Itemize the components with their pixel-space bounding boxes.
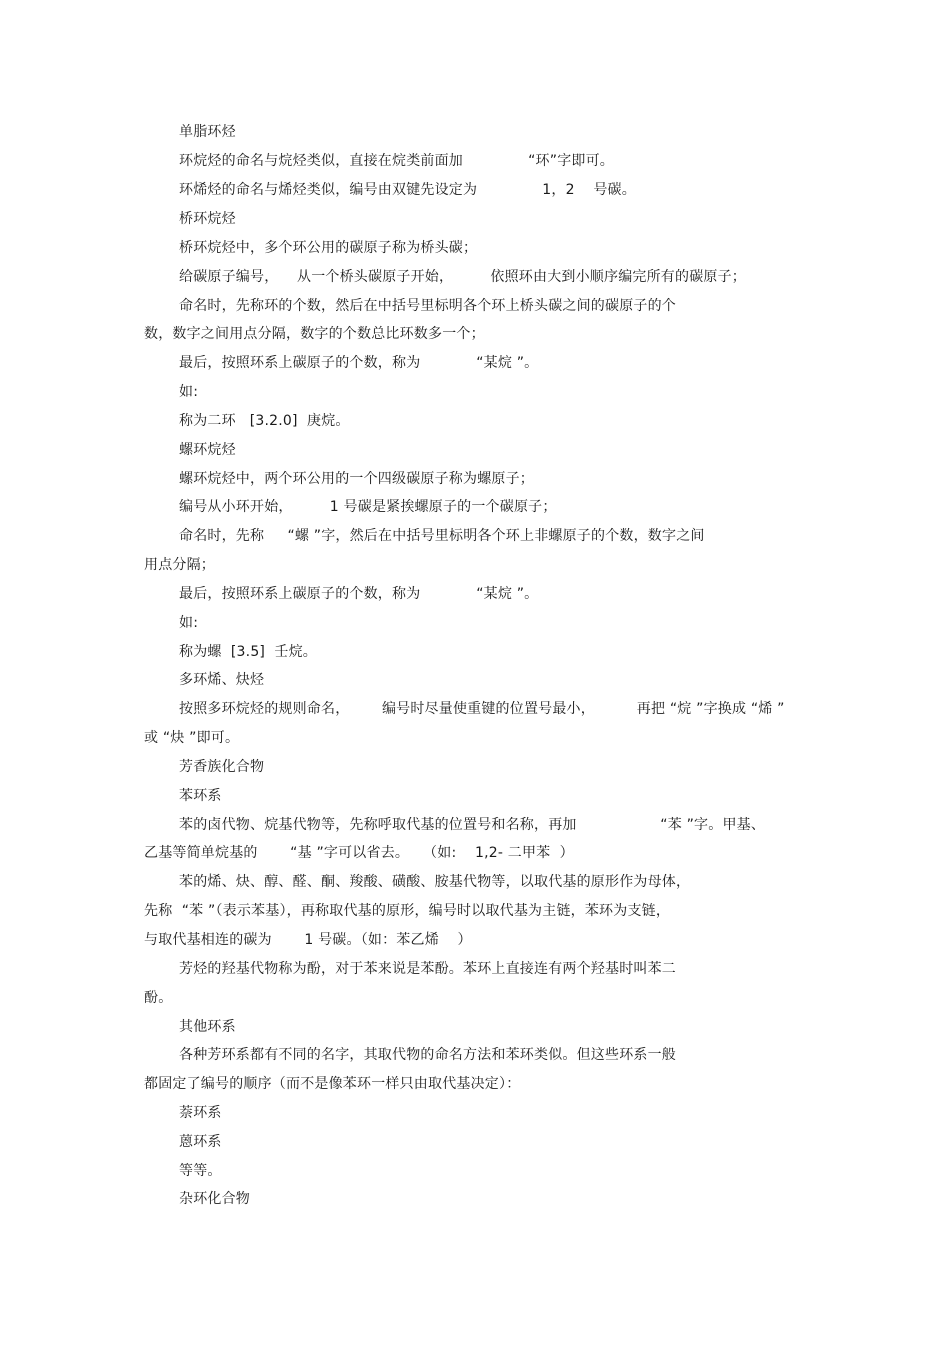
paragraph-line: 称为螺 [3.5] 壬烷。	[179, 644, 317, 660]
paragraph-line: 给碳原子编号， 从一个桥头碳原子开始， 依照环由大到小顺序编完所有的碳原子；	[179, 269, 746, 285]
paragraph-line: 螺环烷烃中，两个环公用的一个四级碳原子称为螺原子；	[179, 471, 534, 487]
list-item-naphthalene: 萘环系	[179, 1105, 222, 1121]
paragraph-line: 都固定了编号的顺序（而不是像苯环一样只由取代基决定）：	[144, 1076, 521, 1092]
paragraph-line: 乙基等简单烷基的 “基 ”字可以省去。 （如: 1,2- 二甲苯 ）	[144, 845, 574, 861]
heading-other-ring-systems: 其他环系	[179, 1019, 236, 1035]
paragraph-line: 桥环烷烃中，多个环公用的碳原子称为桥头碳；	[179, 240, 478, 256]
paragraph-line: 芳烃的羟基代物称为酚，对于苯来说是苯酚。苯环上直接连有两个羟基时叫苯二	[179, 961, 676, 977]
heading-polycyclic-alkene-alkyne: 多环烯、炔烃	[179, 672, 265, 688]
heading-heterocyclic-compounds: 杂环化合物	[179, 1191, 250, 1207]
paragraph-line: 与取代基相连的碳为 1 号碳。（如：苯乙烯 ）	[144, 932, 472, 948]
paragraph-line: 按照多环烷烃的规则命名， 编号时尽量使重键的位置号最小， 再把 “烷 ”字换成 “烯 ”	[179, 701, 785, 717]
list-item-etc: 等等。	[179, 1163, 222, 1179]
heading-aromatic-compounds: 芳香族化合物	[179, 759, 265, 775]
paragraph-line: 称为二环 [3.2.0] 庚烷。	[179, 413, 350, 429]
paragraph-line: 苯的卤代物、烷基代物等，先称呼取代基的位置号和名称，再加 “苯 ”字。甲基、	[179, 817, 766, 833]
paragraph-line: 苯的烯、炔、醇、醛、酮、羧酸、磺酸、胺基代物等，以取代基的原形作为母体，	[179, 874, 691, 890]
paragraph-line: 命名时，先称 “螺 ”字，然后在中括号里标明各个环上非螺原子的个数，数字之间	[179, 528, 705, 544]
paragraph-line: 环烯烃的命名与烯烃类似，编号由双键先设定为 1，2 号碳。	[179, 182, 636, 198]
paragraph-line: 用点分隔；	[144, 557, 215, 573]
paragraph-line: 先称 “苯 ”（表示苯基），再称取代基的原形，编号时以取代基为主链，苯环为支链，	[144, 903, 671, 919]
paragraph-line: 数，数字之间用点分隔，数字的个数总比环数多一个；	[144, 326, 485, 342]
heading-bridged-cycloalkane: 桥环烷烃	[179, 211, 236, 227]
list-item-anthracene: 蒽环系	[179, 1134, 222, 1150]
paragraph-line: 编号从小环开始， 1 号碳是紧挨螺原子的一个碳原子；	[179, 499, 557, 515]
heading-monocyclic-alicyclic: 单脂环烃	[179, 124, 236, 140]
heading-benzene-ring-system: 苯环系	[179, 788, 222, 804]
paragraph-line: 或 “炔 ”即可。	[144, 730, 240, 746]
paragraph-line: 如:	[179, 384, 199, 400]
paragraph-line: 命名时，先称环的个数，然后在中括号里标明各个环上桥头碳之间的碳原子的个	[179, 298, 676, 314]
paragraph-line: 最后，按照环系上碳原子的个数，称为 “某烷 ”。	[179, 355, 539, 371]
paragraph-line: 环烷烃的命名与烷烃类似，直接在烷类前面加 “环”字即可。	[179, 153, 615, 169]
paragraph-line: 各种芳环系都有不同的名字，其取代物的命名方法和苯环类似。但这些环系一般	[179, 1047, 676, 1063]
paragraph-line: 最后，按照环系上碳原子的个数，称为 “某烷 ”。	[179, 586, 539, 602]
heading-spiro-cycloalkane: 螺环烷烃	[179, 442, 236, 458]
paragraph-line: 酚。	[144, 990, 173, 1006]
paragraph-line: 如:	[179, 615, 199, 631]
